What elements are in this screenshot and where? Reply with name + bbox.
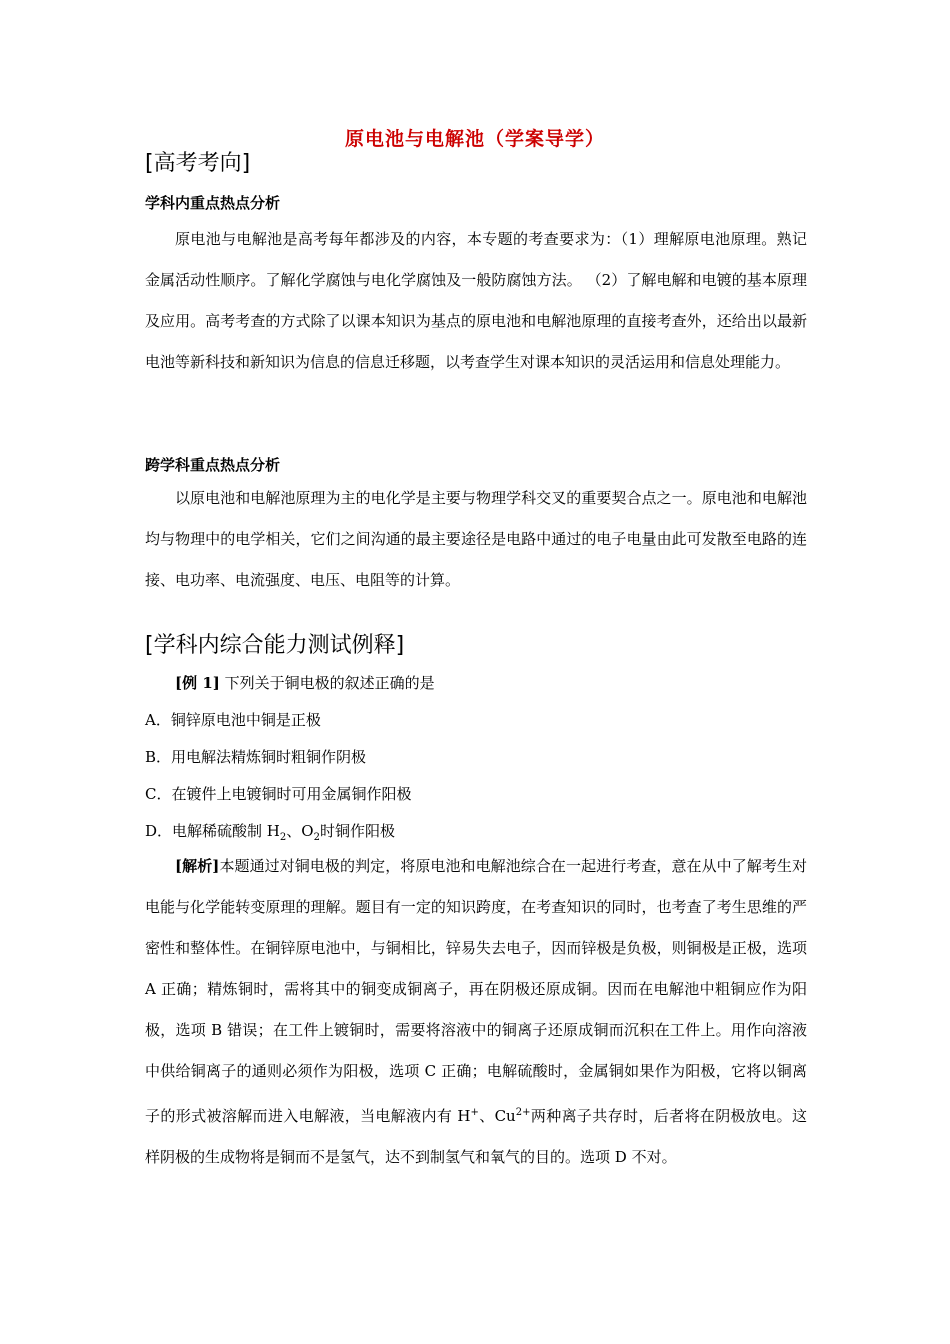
option-b: B．用电解法精炼铜时粗铜作阴极 — [145, 748, 367, 766]
analysis-text-1: 本题通过对铜电极的判定，将原电池和电解池综合在一起进行考查，意在从中了解考生对电能与化学能转变原理的理解。题目有一定的知识跨度，在考查知识的同时，也考查了考生思维的严密性和整体性。在铜锌原电池中，与铜相比，锌易失去电子，因而锌极是负极，则铜极是正极，选项 A 正确；精炼铜时，需将其中的铜变成铜离子，再在阴极还原成铜。因而在电解池中粗铜应作为阳极，选项 B 错误；在工件上镀铜时，需要将溶液中的铜离子还原成铜而沉积在工件上。用作向溶液中供给铜离子的通则必须作为阳极，选项 C 正确；电解硫酸时，金属铜如果作为阳极，它将以铜离子的形式被溶解而进入电解液，当电解液内有 H — [145, 857, 807, 1125]
gaokao-heading: [高考考向] — [145, 151, 251, 176]
document-title: 原电池与电解池（学案导学） — [344, 128, 605, 150]
analysis-paragraph — [145, 846, 807, 1178]
analysis-text-3: 两种离子共存时，后者将在阴极放电。这样阴极的生成物将是铜而不是氢气，达不到制氢气和氧气的目的。选项 D 不对。 — [145, 1107, 808, 1166]
subject-hotspot-heading: 学科内重点热点分析 — [145, 194, 281, 212]
analysis-text-2: 、Cu — [478, 1107, 516, 1125]
cross-subject-heading: 跨学科重点热点分析 — [145, 456, 281, 474]
example-label: [例 1] — [175, 674, 220, 692]
option-d-mid: 、O — [286, 822, 314, 840]
option-d — [145, 820, 395, 843]
analysis-sup-1: + — [470, 1107, 479, 1118]
analysis-sup-2: 2+ — [515, 1107, 531, 1118]
option-a: A．铜锌原电池中铜是正极 — [145, 711, 321, 729]
analysis-label: [解析] — [175, 857, 220, 875]
cross-subject-paragraph: 以原电池和电解池原理为主的电化学是主要与物理学科交叉的重要契合点之一。原电池和电解池均与物理中的电学相关，它们之间沟通的最主要途径是电路中通过的电子电量由此可发散至电路的连接、电功率、电流强度、电压、电阻等的计算。 — [145, 489, 807, 589]
example-question — [175, 672, 435, 693]
subject-hotspot-paragraph: 原电池与电解池是高考每年都涉及的内容，本专题的考查要求为：（1）理解原电池原理。熟记金属活动性顺序。了解化学腐蚀与电化学腐蚀及一般防腐蚀方法。 （2）了解电解和电镀的基本原理及应用。高考考查的方式除了以课本知识为基点的原电池和电解池原理的直接考查外，还给出以最新电池等新科技和新知识为信息的信息迁移题，以考查学生对课本知识的灵活运用和信息处理能力。 — [145, 230, 807, 371]
option-d-prefix: D．电解稀硫酸制 H — [145, 822, 280, 840]
option-c: C．在镀件上电镀铜时可用金属铜作阳极 — [145, 785, 412, 803]
option-d-sub1: 2 — [279, 832, 287, 843]
test-heading: [学科内综合能力测试例释] — [145, 633, 405, 658]
option-d-suffix: 时铜作阳极 — [319, 822, 395, 840]
option-d-sub2: 2 — [313, 832, 320, 843]
example-question-text: 下列关于铜电极的叙述正确的是 — [224, 674, 435, 692]
